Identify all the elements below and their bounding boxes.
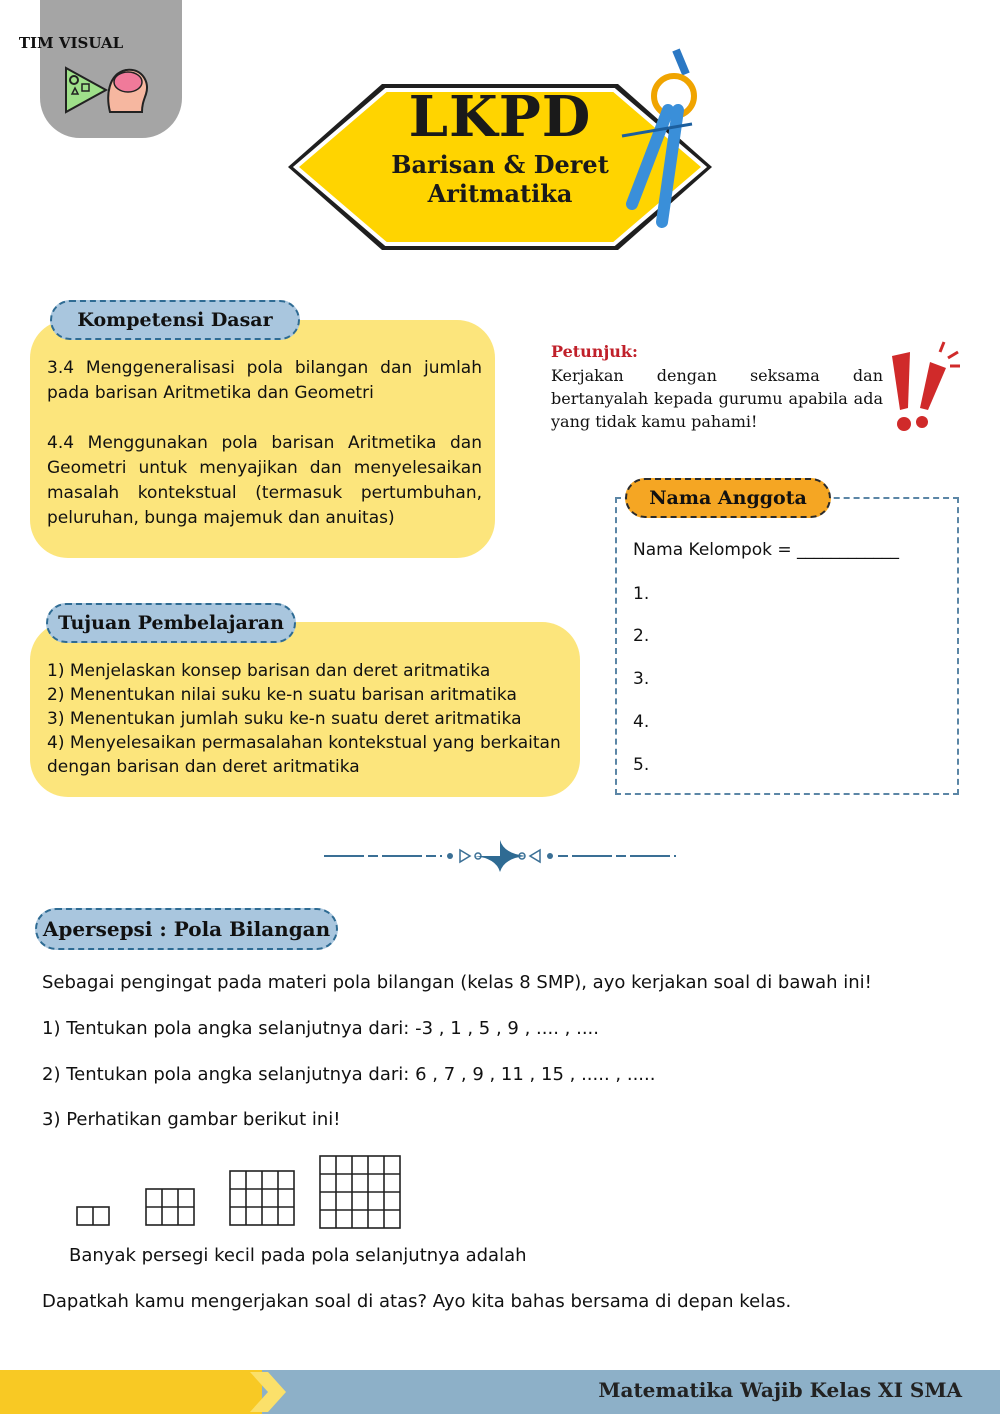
closing-text: Dapatkah kamu mengerjakan soal di atas? Ayo kita bahas bersama di depan kelas. xyxy=(42,1291,792,1312)
question-2: 2) Tentukan pola angka selanjutnya dari: 6 , 7 , 9 , 11 , 15 , ..... , ..... xyxy=(42,1064,656,1085)
compass-icon xyxy=(618,44,698,236)
question-1: 1) Tentukan pola angka selanjutnya dari: -3 , 1 , 5 , 9 , .... , .... xyxy=(42,1018,599,1039)
anggota-number: 3. xyxy=(633,669,650,689)
nama-kelompok-field[interactable]: Nama Kelompok = ____________ xyxy=(633,540,900,560)
question-3: 3) Perhatikan gambar berikut ini! xyxy=(42,1109,341,1130)
figure-caption: Banyak persegi kecil pada pola selanjutnya adalah xyxy=(69,1245,527,1266)
chevron-right-icon xyxy=(214,1370,294,1414)
section-divider xyxy=(322,838,678,874)
kd-4-4: 4.4 Menggunakan pola barisan Aritmetika dan Geometri untuk menyajikan dan menyelesaikan masalah kontekstual (termasuk pertumbuhan, peluruhan, bunga majemuk dan anuitas) xyxy=(47,433,482,528)
anggota-number: 4. xyxy=(633,712,650,732)
apersepsi-heading: Apersepsi : Pola Bilangan xyxy=(35,908,338,950)
footer-text: Matematika Wajib Kelas XI SMA xyxy=(598,1378,962,1402)
square-pattern-figure xyxy=(74,1154,404,1232)
petunjuk-text: Kerjakan dengan seksama dan bertanyalah kepada gurumu apabila ada yang tidak kamu pahami! xyxy=(551,366,883,431)
tujuan-pembelajaran-heading: Tujuan Pembelajaran xyxy=(46,603,296,643)
kompetensi-dasar-heading: Kompetensi Dasar xyxy=(50,300,300,340)
anggota-number: 2. xyxy=(633,626,650,646)
tujuan-item: 4) Menyelesaikan permasalahan kontekstual yang berkaitan xyxy=(47,733,561,753)
title-subtitle-line2: Aritmatika xyxy=(427,179,573,208)
apersepsi-intro: Sebagai pengingat pada materi pola bilangan (kelas 8 SMP), ayo kerjakan soal di bawah ini! xyxy=(42,972,872,993)
kd-3-4: 3.4 Menggeneralisasi pola bilangan dan jumlah pada barisan Aritmetika dan Geometri xyxy=(47,358,482,403)
title-subtitle-line1: Barisan & Deret xyxy=(391,150,609,179)
tujuan-item: dengan barisan dan deret aritmatika xyxy=(47,757,360,777)
petunjuk-label: Petunjuk: xyxy=(551,342,638,361)
badge-label: TIM VISUAL xyxy=(18,34,124,52)
anggota-number: 1. xyxy=(633,584,650,604)
tujuan-item: 1) Menjelaskan konsep barisan dan deret aritmatika xyxy=(47,661,491,681)
anggota-number: 5. xyxy=(633,755,650,775)
page-title: LKPD xyxy=(408,84,592,150)
tujuan-item: 3) Menentukan jumlah suku ke-n suatu deret aritmatika xyxy=(47,709,522,729)
nama-anggota-heading: Nama Anggota xyxy=(625,478,831,518)
tujuan-item: 2) Menentukan nilai suku ke-n suatu barisan aritmatika xyxy=(47,685,517,705)
exclamation-icon xyxy=(886,338,962,436)
